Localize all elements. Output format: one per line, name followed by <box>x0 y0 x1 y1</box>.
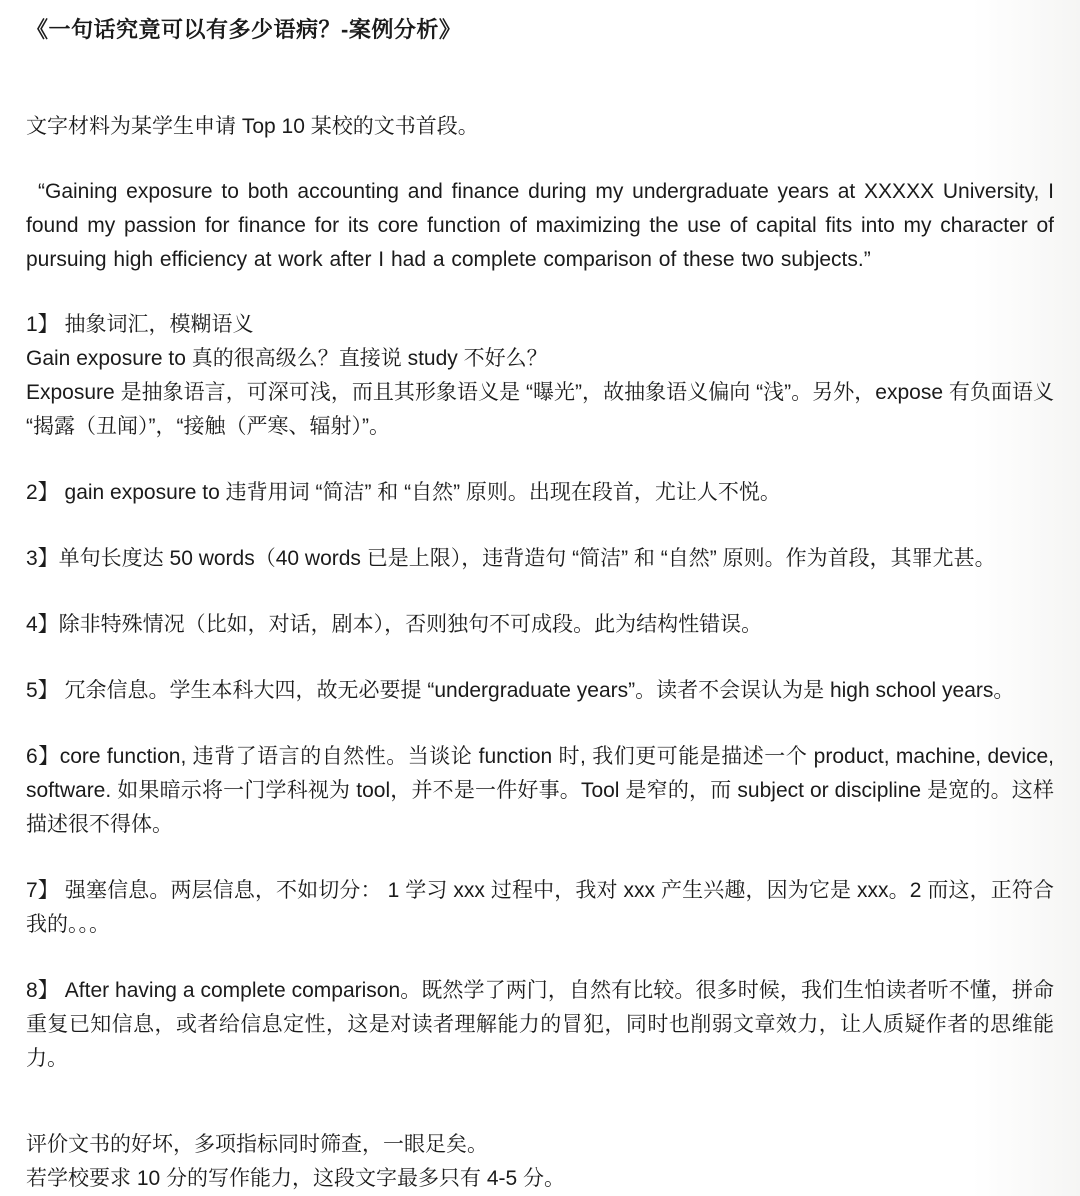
point-7-paragraph: 7】 强塞信息。两层信息，不如切分： 1 学习 xxx 过程中，我对 xxx 产生兴趣，因为它是 xxx。2 而这，正符合我的。。。 <box>26 879 1054 936</box>
point-1-heading: 1】 抽象词汇，模糊语义 <box>26 313 254 336</box>
point-5-paragraph: 5】 冗余信息。学生本科大四，故无必要提 “undergraduate years”。读者不会误认为是 high school years。 <box>26 679 1015 702</box>
point-5 <box>26 674 1054 708</box>
point-7 <box>26 874 1054 942</box>
point-3-paragraph: 3】单句长度达 50 words（40 words 已是上限），违背造句 “简洁” 和 “自然” 原则。作为首段，其罪尤甚。 <box>26 547 996 570</box>
point-3 <box>26 542 1054 576</box>
point-2-paragraph: 2】 gain exposure to 违背用词 “简洁” 和 “自然” 原则。出现在段首，尤让人不悦。 <box>26 481 781 504</box>
point-1-question-line: Gain exposure to 真的很高级么？直接说 study 不好么？ <box>26 347 548 370</box>
point-4-paragraph: 4】除非特殊情况（比如，对话，剧本），否则独句不可成段。此为结构性错误。 <box>26 613 763 636</box>
point-8 <box>26 974 1054 1076</box>
intro-paragraph: 文字材料为某学生申请 Top 10 某校的文书首段。 <box>26 115 479 138</box>
point-4 <box>26 608 1054 642</box>
document-title: 《一句话究竟可以有多少语病？-案例分析》 <box>26 17 462 42</box>
closing-line-1: 评价文书的好坏，多项指标同时筛查，一眼足矣。 <box>26 1133 488 1156</box>
point-8-paragraph: 8】 After having a complete comparison。既然学了两门，自然有比较。很多时候，我们生怕读者听不懂，拼命重复已知信息，或者给信息定性，这是对读者理解能力的冒犯，同时也削弱文章效力，让人质疑作者的思维能力。 <box>26 979 1054 1070</box>
closing-block <box>26 1128 1054 1196</box>
point-2 <box>26 476 1054 510</box>
closing-line-2: 若学校要求 10 分的写作能力，这段文字最多只有 4-5 分。 <box>26 1167 566 1190</box>
point-6 <box>26 740 1054 842</box>
essay-excerpt-paragraph: “Gaining exposure to both accounting and finance during my undergraduate years at XXXXX University, I found my passion for finance for its core function of maximizing the use of capital fits into my character of pursuing high efficiency at work after I had a complete comparison of these two subjects.” <box>26 180 1054 271</box>
point-1-analysis-line: Exposure 是抽象语言，可深可浅，而且其形象语义是 “曝光”，故抽象语义偏向 “浅”。另外，expose 有负面语义 “揭露（丑闻）”，“接触（严寒、辐射）”。 <box>26 381 1054 438</box>
point-6-paragraph: 6】core function, 违背了语言的自然性。当谈论 function 时, 我们更可能是描述一个 product, machine, device, software. 如果暗示将一门学科视为 tool，并不是一件好事。Tool 是窄的，而 subject or discipline 是宽的。这样描述很不得体。 <box>26 745 1054 836</box>
point-1 <box>26 308 1054 444</box>
